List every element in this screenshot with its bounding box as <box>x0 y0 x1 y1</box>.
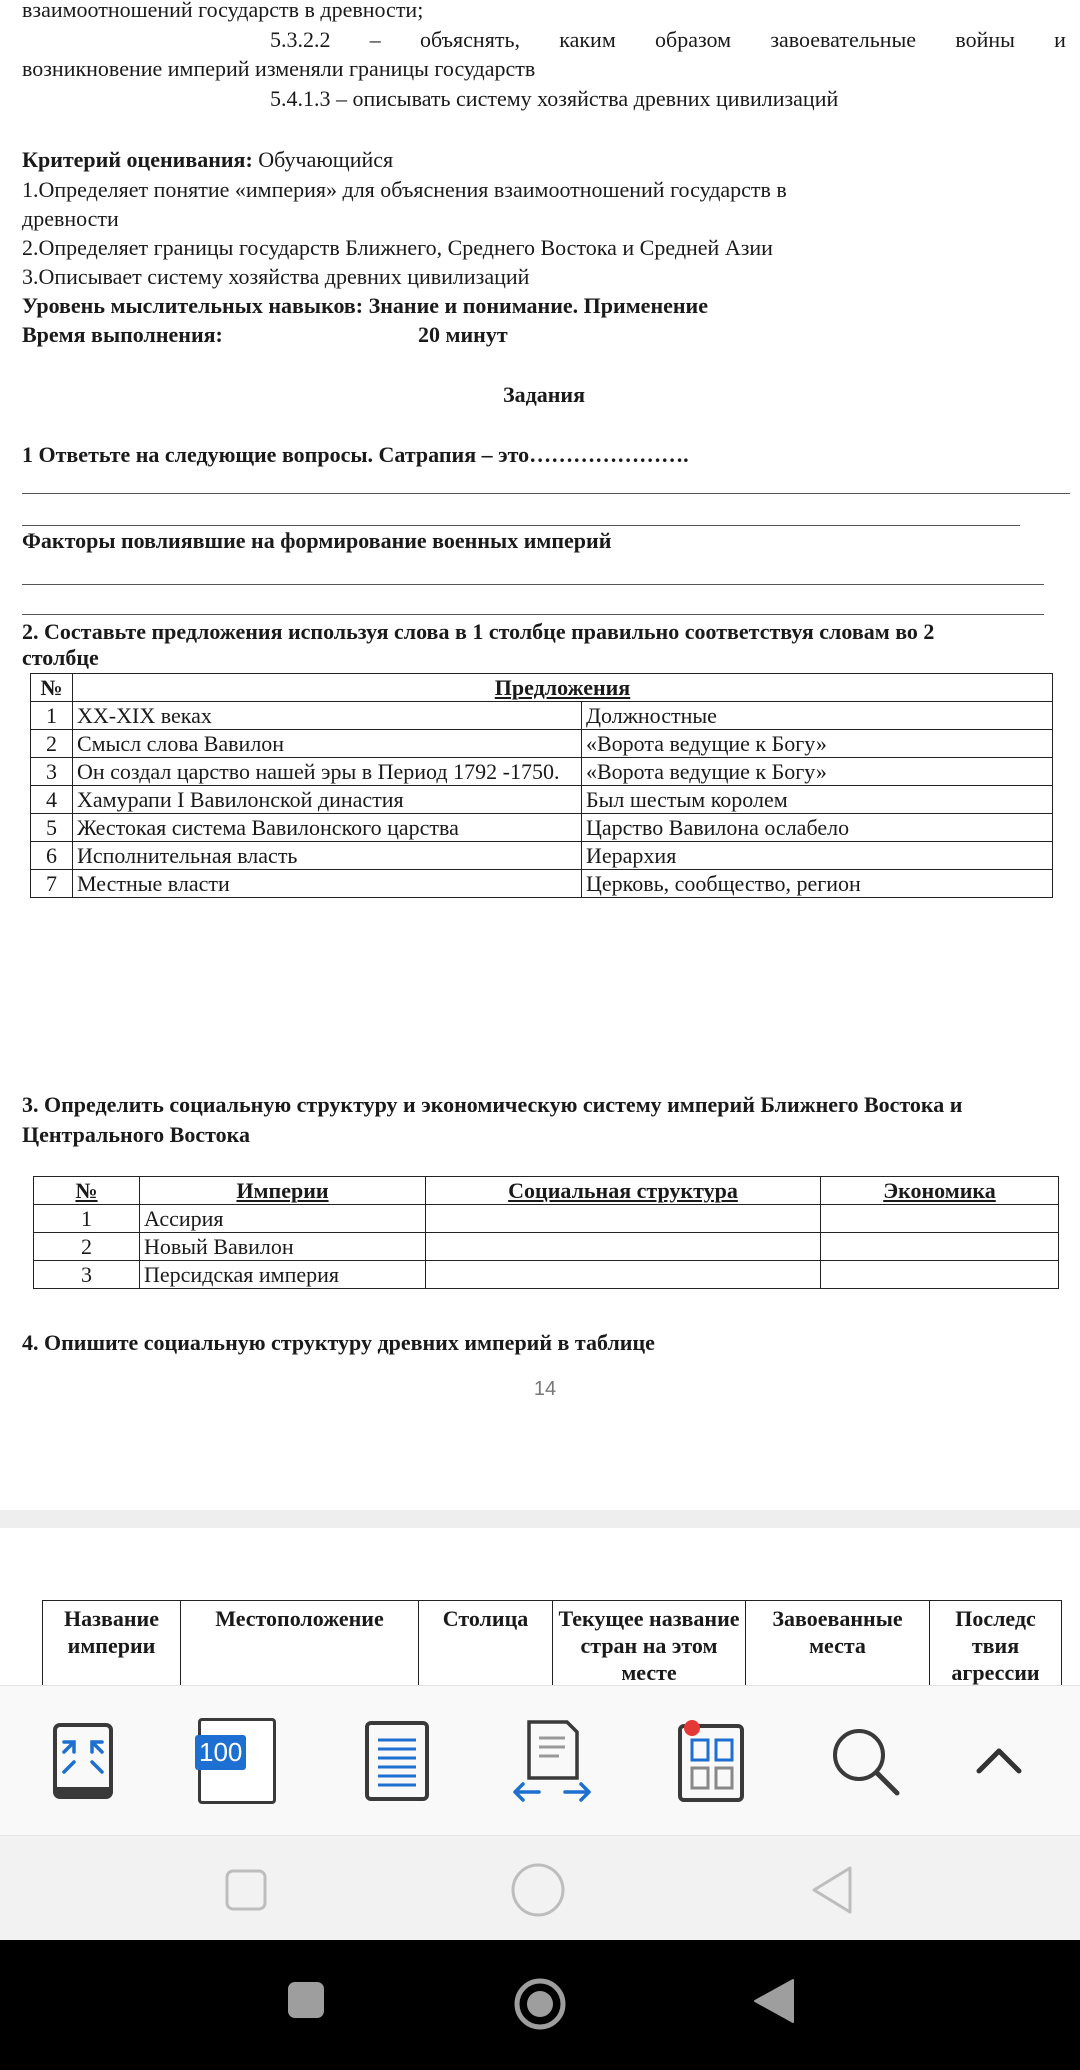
social-structure-cell <box>426 1233 821 1261</box>
criteria-item: 3.Описывает систему хозяйства древних цивилизаций <box>22 264 530 289</box>
row-phrase: Жестокая система Вавилонского царства <box>73 814 582 842</box>
column-header: Последс твия агрессии <box>930 1601 1062 1711</box>
home-circle-icon[interactable] <box>510 1974 570 2034</box>
column-header: Экономика <box>821 1177 1059 1205</box>
objective-word: 5.3.2.2 <box>270 27 331 52</box>
table-row <box>31 842 1053 870</box>
back-triangle-icon[interactable] <box>750 1976 798 2026</box>
objective-word: завоевательные <box>770 27 917 52</box>
economy-cell <box>821 1261 1059 1289</box>
question-4: 4. Опишите социальную структуру древних империй в таблице <box>22 1330 655 1355</box>
criteria-item: 2.Определяет границы государств Ближнего, Среднего Востока и Средней Азии <box>22 235 773 260</box>
row-number: 3 <box>31 758 73 786</box>
criteria-label: Критерий оценивания: <box>22 147 253 172</box>
answer-line <box>22 493 1070 494</box>
intro-line: взаимоотношений государств в древности; <box>22 0 424 22</box>
search-icon[interactable] <box>810 1706 920 1816</box>
column-header: Столица <box>419 1601 553 1711</box>
criteria-item: 1.Определяет понятие «империя» для объяснения взаимоотношений государств в <box>22 177 787 202</box>
row-phrase: Он создал царство нашей эры в Период 1792 -1750. <box>73 758 582 786</box>
objective-word: войны <box>955 27 1015 52</box>
text-reflow-icon[interactable] <box>342 1706 452 1816</box>
table-row <box>31 758 1053 786</box>
economy-cell <box>821 1205 1059 1233</box>
column-header: Социальная структура <box>426 1177 821 1205</box>
row-phrase: Хамурапи I Вавилонской династия <box>73 786 582 814</box>
row-phrase: XX-XIX веках <box>73 702 582 730</box>
empires-table <box>33 1176 1059 1289</box>
criteria-who: Обучающийся <box>252 147 394 172</box>
reader-toolbar <box>0 1685 1080 1836</box>
sentences-table <box>30 673 1053 898</box>
question-2-cont: столбце <box>22 645 99 670</box>
criteria-item: древности <box>22 206 119 231</box>
row-number: 4 <box>31 786 73 814</box>
page-number: 14 <box>533 1378 557 1400</box>
row-number: 1 <box>31 702 73 730</box>
row-number: 2 <box>31 730 73 758</box>
question-3: 3. Определить социальную структуру и экономическую систему империй Ближнего Востока и <box>22 1092 963 1117</box>
back-triangle-icon[interactable] <box>804 1862 860 1918</box>
criteria-heading <box>22 146 393 174</box>
col-number: № <box>31 674 73 702</box>
economy-cell <box>821 1233 1059 1261</box>
recents-square-icon[interactable] <box>218 1862 274 1918</box>
table-row <box>34 1205 1059 1233</box>
column-header: Завоеванные места <box>746 1601 930 1711</box>
objective-word: и <box>1054 27 1066 52</box>
answer-line <box>22 584 1044 585</box>
table-row <box>34 1233 1059 1261</box>
table-header-row <box>31 674 1053 702</box>
row-number: 7 <box>31 870 73 898</box>
system-navigation-bar <box>0 1835 1080 1941</box>
time-value: 20 минут <box>418 322 508 347</box>
column-header: Название империи <box>43 1601 181 1711</box>
recents-square-icon[interactable] <box>284 1978 328 2022</box>
table-row <box>31 702 1053 730</box>
answer-line <box>22 525 1020 526</box>
table-row <box>31 814 1053 842</box>
table-row <box>31 870 1053 898</box>
zoom-level-icon[interactable] <box>182 1706 292 1816</box>
tasks-heading: Задания <box>503 382 585 407</box>
social-structure-cell <box>426 1261 821 1289</box>
chevron-up-icon[interactable] <box>944 1706 1054 1816</box>
page-thumbnails-icon[interactable] <box>655 1706 765 1816</box>
row-match: «Ворота ведущие к Богу» <box>582 730 1053 758</box>
row-number: 5 <box>31 814 73 842</box>
row-number: 1 <box>34 1205 140 1233</box>
question-2: 2. Составьте предложения используя слова в 1 столбце правильно соответствуя словам во 2 <box>22 619 935 644</box>
page-fit-width-icon[interactable] <box>497 1706 607 1816</box>
intro-line: возникновение империй изменяли границы государств <box>22 56 536 81</box>
home-circle-icon[interactable] <box>508 1860 568 1920</box>
objective-line <box>270 26 1066 54</box>
objective-word: каким <box>559 27 616 52</box>
table-row <box>31 730 1053 758</box>
row-phrase: Смысл слова Вавилон <box>73 730 582 758</box>
zoom-value: 100 <box>195 1735 246 1770</box>
row-number: 3 <box>34 1261 140 1289</box>
empire-name: Персидская империя <box>140 1261 426 1289</box>
col-sentences: Предложения <box>73 674 1053 702</box>
row-match: Должностные <box>582 702 1053 730</box>
row-match: «Ворота ведущие к Богу» <box>582 758 1053 786</box>
row-match: Был шестым королем <box>582 786 1053 814</box>
question-1: 1 Ответьте на следующие вопросы. Сатрапия – это…………………. <box>22 442 689 467</box>
question-3-cont: Центрального Востока <box>22 1122 250 1147</box>
empire-name: Ассирия <box>140 1205 426 1233</box>
answer-line <box>22 614 1044 615</box>
objective-word: образом <box>655 27 732 52</box>
table-header-row <box>34 1177 1059 1205</box>
table-row <box>31 786 1053 814</box>
column-header: № <box>34 1177 140 1205</box>
row-match: Царство Вавилона ослабело <box>582 814 1053 842</box>
column-header: Текущее название стран на этом месте <box>553 1601 746 1711</box>
intro-line: 5.4.1.3 – описывать систему хозяйства древних цивилизаций <box>270 86 839 111</box>
column-header: Местоположение <box>181 1601 419 1711</box>
system-navigation-bar-dark <box>0 1940 1080 2070</box>
fullscreen-icon[interactable] <box>28 1706 138 1816</box>
empire-name: Новый Вавилон <box>140 1233 426 1261</box>
row-match: Иерархия <box>582 842 1053 870</box>
row-number: 2 <box>34 1233 140 1261</box>
question-1-factors: Факторы повлиявшие на формирование военных империй <box>22 528 612 553</box>
objective-word: – <box>369 27 381 52</box>
skills-level: Уровень мыслительных навыков: Знание и понимание. Применение <box>22 293 708 318</box>
row-phrase: Исполнительная власть <box>73 842 582 870</box>
row-phrase: Местные власти <box>73 870 582 898</box>
time-label: Время выполнения: <box>22 322 223 347</box>
column-header: Империи <box>140 1177 426 1205</box>
social-structure-cell <box>426 1205 821 1233</box>
table-row <box>34 1261 1059 1289</box>
page-gap <box>0 1510 1080 1528</box>
objective-word: объяснять, <box>420 27 520 52</box>
row-match: Церковь, сообщество, регион <box>582 870 1053 898</box>
row-number: 6 <box>31 842 73 870</box>
